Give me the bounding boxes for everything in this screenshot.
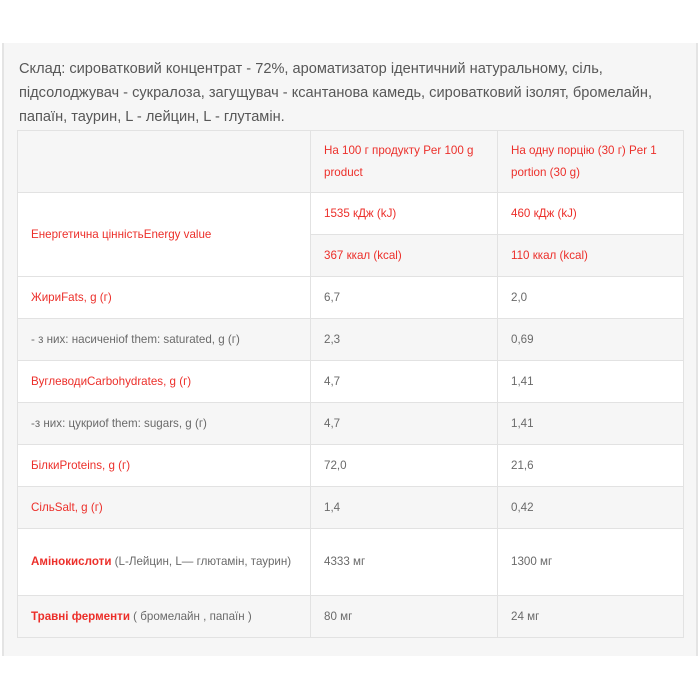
- row-value-100g: 1,4: [311, 487, 498, 529]
- row-label: СільSalt, g (г): [18, 487, 311, 529]
- row-label: БілкиProteins, g (г): [18, 445, 311, 487]
- row-value-portion: 0,42: [498, 487, 684, 529]
- table-row-fats: [18, 277, 684, 319]
- header-per-100g: На 100 г продукту Per 100 g product: [311, 131, 498, 193]
- enzymes-label-cell: [18, 596, 311, 638]
- table-row-sugars: [18, 403, 684, 445]
- energy-kcal-100g: 367 ккал (kcal): [311, 235, 498, 277]
- row-value-portion: 2,0: [498, 277, 684, 319]
- amino-label-detail: (L-Лейцин, L— глютамін, таурин): [111, 555, 292, 568]
- row-label: - з них: насиченіof them: saturated, g (г): [18, 319, 311, 361]
- amino-value-portion: 1300 мг: [498, 529, 684, 596]
- row-value-portion: 1,41: [498, 403, 684, 445]
- amino-label-cell: [18, 529, 311, 596]
- amino-value-100g: 4333 мг: [311, 529, 498, 596]
- row-value-100g: 4,7: [311, 361, 498, 403]
- row-value-portion: 1,41: [498, 361, 684, 403]
- energy-kj-portion: 460 кДж (kJ): [498, 193, 684, 235]
- row-value-100g: 4,7: [311, 403, 498, 445]
- table-row-salt: [18, 487, 684, 529]
- header-per-portion: На одну порцію (30 г) Per 1 portion (30 g): [498, 131, 684, 193]
- row-value-portion: 0,69: [498, 319, 684, 361]
- row-value-portion: 21,6: [498, 445, 684, 487]
- energy-label: Енергетична цінністьEnergy value: [18, 193, 311, 277]
- row-label: ЖириFats, g (г): [18, 277, 311, 319]
- table-row-saturated: [18, 319, 684, 361]
- row-label: ВуглеводиCarbohydrates, g (г): [18, 361, 311, 403]
- enzymes-label-main: Травні ферменти: [31, 609, 130, 623]
- composition-text: Склад: сироватковий концентрат - 72%, ароматизатор ідентичний натуральному, сіль, підсолоджувач - сукралоза, загущувач - ксантанова камедь, сироватковий ізолят, бромелайн, папаїн, таурин, L - лейцин, L - глутамін.: [19, 61, 653, 125]
- enzymes-value-100g: 80 мг: [311, 596, 498, 638]
- enzymes-value-portion: 24 мг: [498, 596, 684, 638]
- amino-label-main: Амінокислоти: [31, 555, 112, 568]
- row-label: -з них: цукриof them: sugars, g (г): [18, 403, 311, 445]
- enzymes-label-detail: ( бромелайн , папаїн ): [129, 609, 252, 623]
- energy-kcal-portion: 110 ккал (kcal): [498, 235, 684, 277]
- table-row-energy-kj: [18, 193, 684, 235]
- row-value-100g: 6,7: [311, 277, 498, 319]
- table-row-carbohydrates: [18, 361, 684, 403]
- row-value-100g: 72,0: [311, 445, 498, 487]
- row-value-100g: 2,3: [311, 319, 498, 361]
- energy-kj-100g: 1535 кДж (kJ): [311, 193, 498, 235]
- table-row-enzymes: [18, 596, 684, 638]
- nutrition-table: [17, 130, 684, 638]
- product-composition-panel: [2, 43, 698, 656]
- table-header-row: [18, 131, 684, 193]
- table-row-amino-acids: [18, 529, 684, 596]
- header-label-cell: [18, 131, 311, 193]
- table-row-proteins: [18, 445, 684, 487]
